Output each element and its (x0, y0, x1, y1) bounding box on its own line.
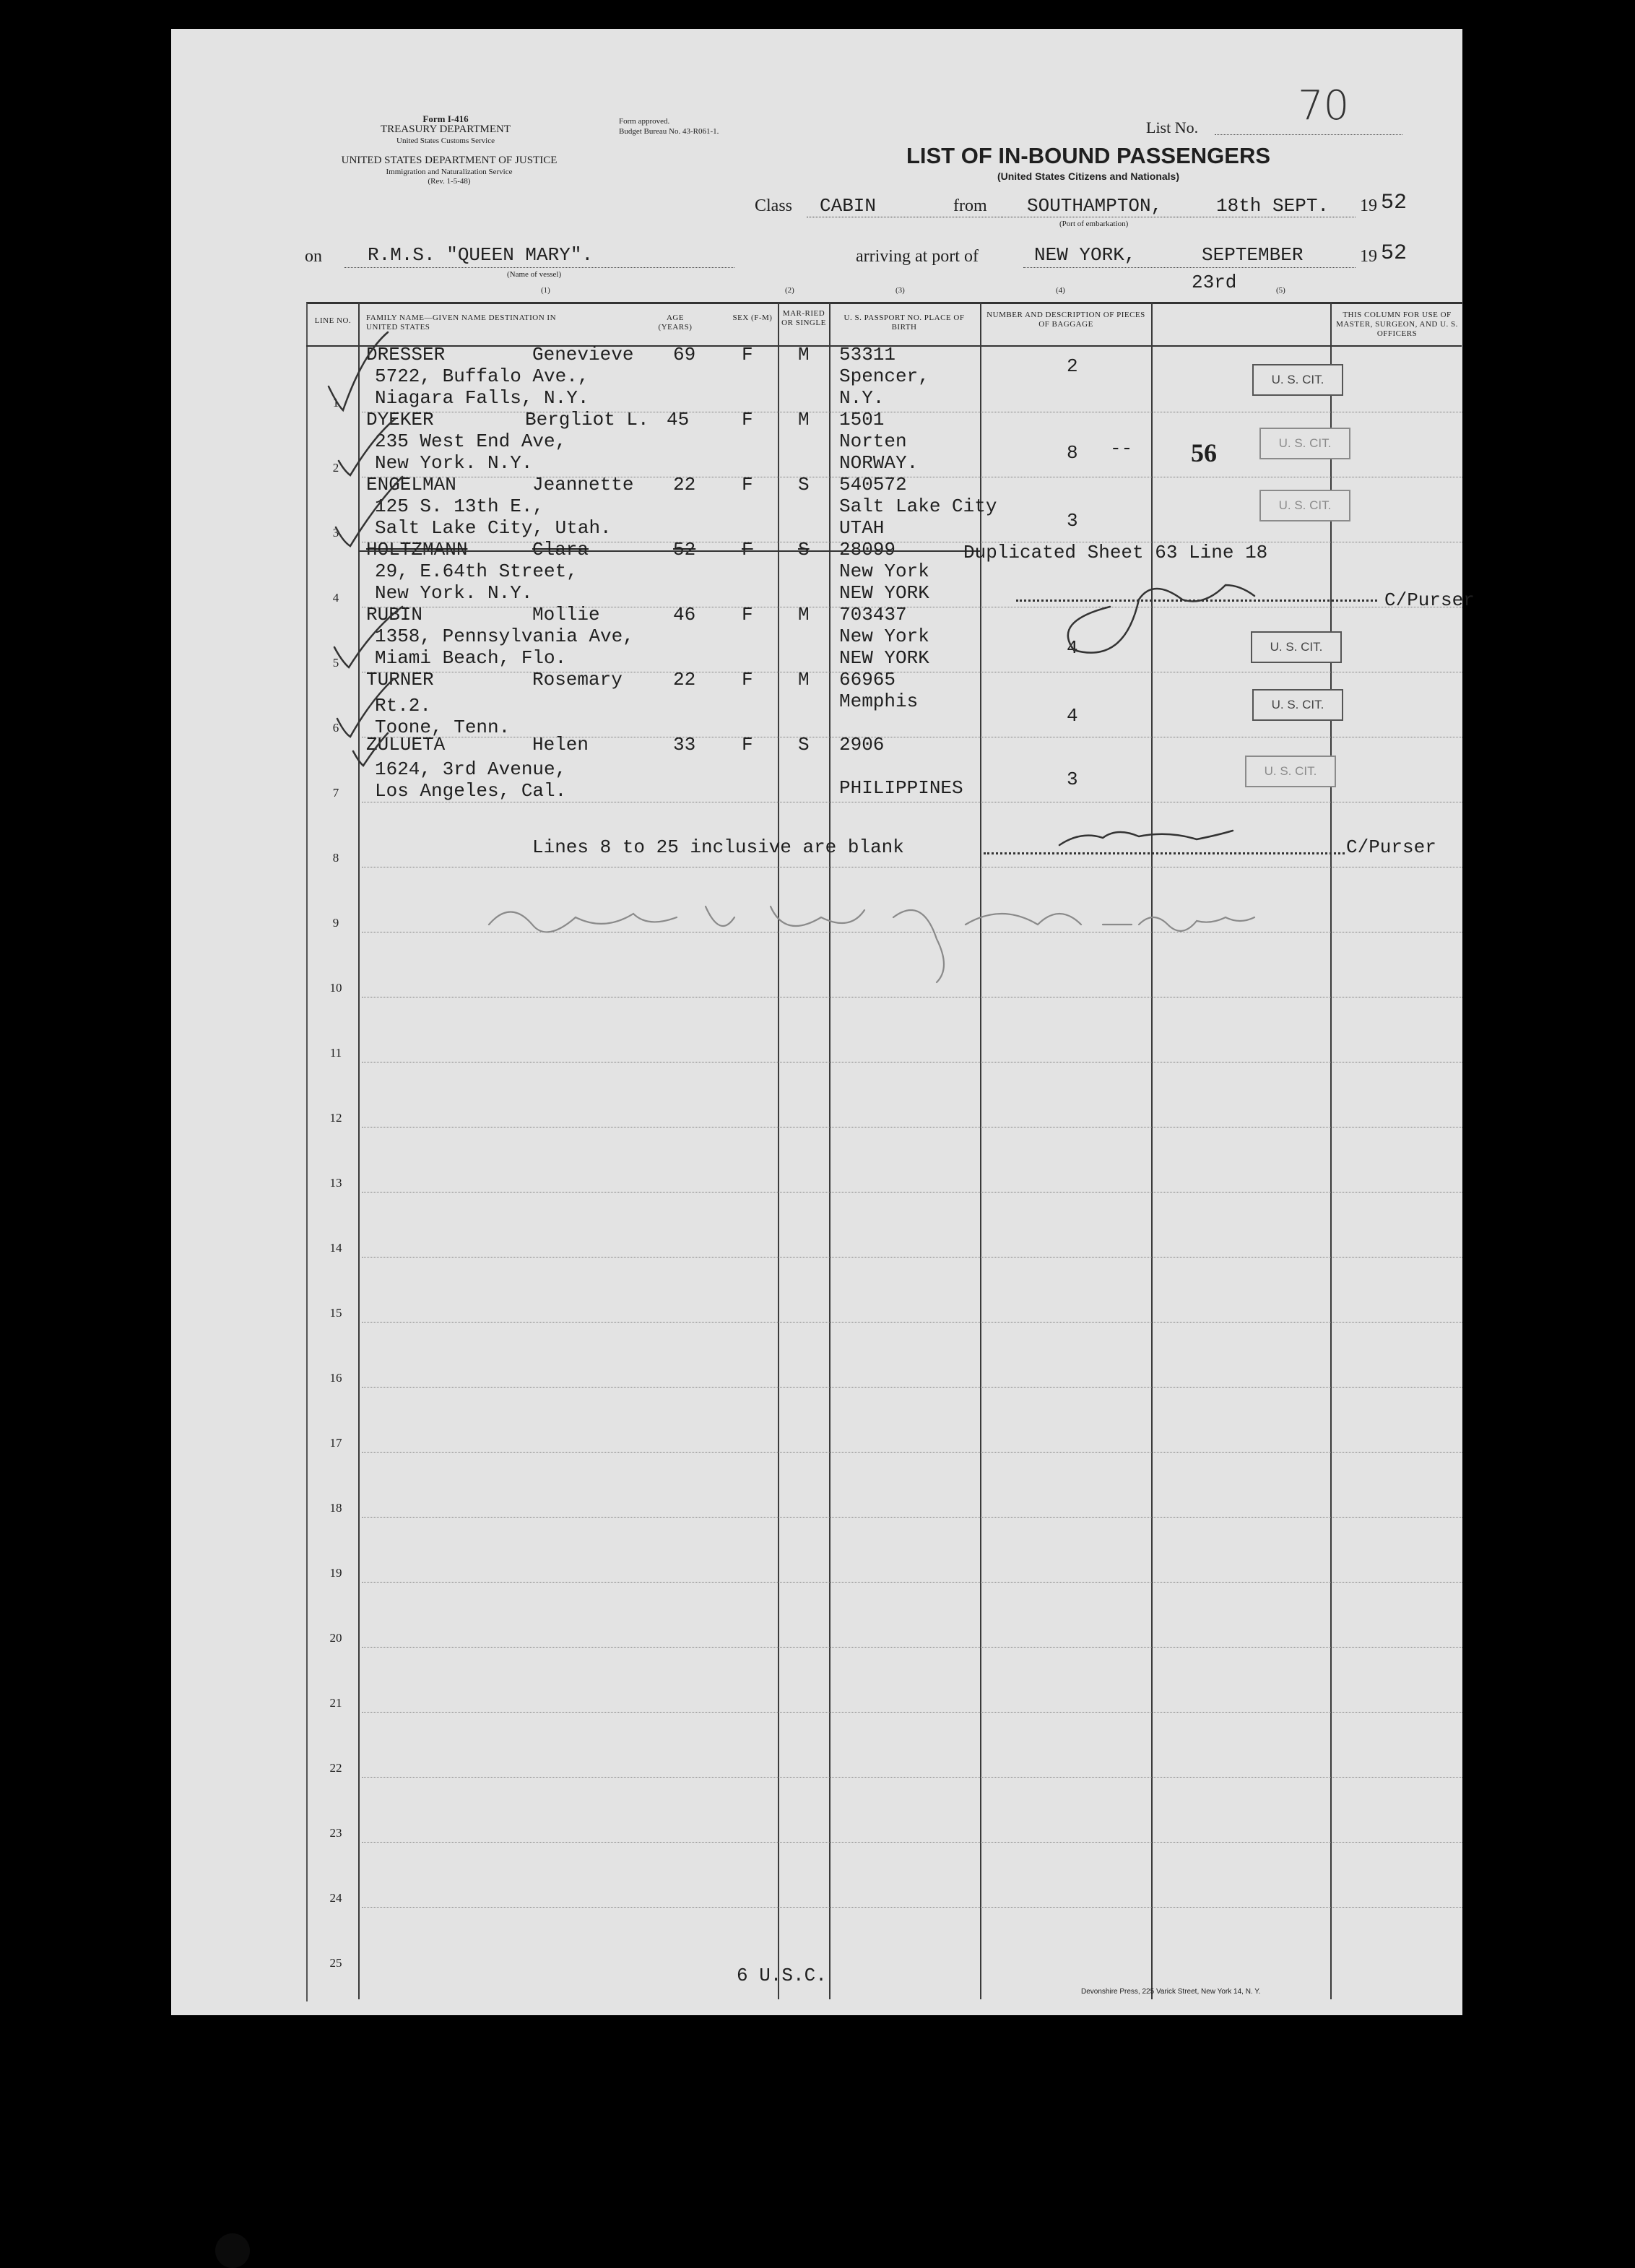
passenger-birthplace: Spencer, (839, 365, 929, 387)
arrival-year: 52 (1381, 241, 1408, 266)
arrival-year-prefix: 19 (1360, 247, 1377, 266)
from-label: from (953, 196, 987, 215)
customs-service: United States Customs Service (396, 137, 495, 145)
ins-service: Immigration and Naturalization Service (386, 168, 513, 176)
passenger-birthplace: New York (839, 626, 929, 647)
line-number: 17 (329, 1436, 342, 1450)
passenger-birthplace: Salt Lake City (839, 495, 997, 517)
passenger-baggage: 8 (1067, 442, 1078, 464)
check-mark (353, 733, 388, 766)
line-number: 13 (329, 1176, 342, 1190)
line-number: 8 (332, 851, 339, 865)
passenger-family: DYEKER (366, 409, 434, 430)
col-header-age: AGE (YEARS) (658, 313, 693, 332)
check-mark (337, 679, 394, 737)
passenger-passport: 53311 (839, 344, 896, 365)
passenger-birthplace: New York (839, 560, 929, 582)
col-header-married: MAR-RIED OR SINGLE (781, 309, 826, 327)
col-num-5: (5) (1276, 286, 1285, 295)
passenger-family: RUBIN (366, 604, 423, 626)
us-cit-stamp: U. S. CIT. (1245, 756, 1336, 787)
line-number: 7 (332, 786, 339, 800)
line-number: 11 (329, 1046, 342, 1060)
vessel-name: R.M.S. "QUEEN MARY". (368, 244, 594, 266)
passenger-family: TURNER (366, 669, 434, 691)
year-prefix: 19 (1360, 196, 1377, 215)
passenger-age: 46 (673, 604, 696, 626)
passenger-age: 33 (673, 734, 696, 756)
passenger-marital: M (798, 409, 810, 430)
passenger-age: 69 (673, 344, 696, 365)
vessel-note: (Name of vessel) (507, 270, 562, 279)
handwriting-layer (171, 29, 1462, 2015)
arrival-month: SEPTEMBER (1202, 244, 1304, 266)
from-date: 18th SEPT. (1216, 195, 1330, 217)
arrival-port: NEW YORK, (1034, 244, 1136, 266)
passenger-addr: 125 S. 13th E., (375, 495, 545, 517)
check-mark (336, 477, 402, 546)
passenger-baggage: 2 (1067, 355, 1078, 377)
baggage-dashes: -- (1110, 438, 1133, 459)
line-number: 3 (332, 526, 339, 540)
col-header-name: FAMILY NAME—GIVEN NAME DESTINATION IN UNITED STATES (366, 313, 557, 332)
line-number: 21 (329, 1696, 342, 1710)
passenger-addr: 5722, Buffalo Ave., (375, 365, 589, 387)
passenger-age: 52 (673, 539, 696, 560)
passenger-family: DRESSER (366, 344, 446, 365)
duplicated-note: Duplicated Sheet 63 Line 18 (963, 542, 1268, 563)
line-number: 2 (332, 461, 339, 475)
manifest-sheet (171, 29, 1475, 2015)
passenger-addr: New York. N.Y. (375, 582, 533, 604)
passenger-sex: F (742, 734, 753, 756)
passenger-birthplace: PHILIPPINES (839, 777, 963, 799)
class-value: CABIN (820, 195, 877, 217)
passenger-baggage: 3 (1067, 769, 1078, 790)
us-cit-stamp: U. S. CIT. (1252, 689, 1343, 721)
passenger-sex: F (742, 669, 753, 691)
purser-signature-1 (1068, 585, 1254, 653)
passenger-birthplace: NEW YORK (839, 647, 929, 669)
passenger-sex: F (742, 409, 753, 430)
passenger-birthplace: NEW YORK (839, 582, 929, 604)
check-mark (329, 332, 388, 410)
from-port: SOUTHAMPTON, (1027, 195, 1163, 217)
form-approved: Form approved. (619, 117, 670, 126)
us-cit-stamp: U. S. CIT. (1259, 428, 1350, 459)
line-number: 23 (329, 1826, 342, 1840)
passenger-addr: Miami Beach, Flo. (375, 647, 567, 669)
passenger-given: Genevieve (532, 344, 634, 365)
passenger-addr: Rt.2. (375, 695, 432, 717)
col-header-sex: SEX (F-M) (732, 313, 773, 322)
purser-title: C/Purser (1346, 836, 1436, 858)
line-number: 24 (329, 1891, 342, 1905)
passenger-age: 45 (667, 409, 690, 430)
line-number: 6 (332, 721, 339, 735)
passenger-given: Jeannette (532, 474, 634, 495)
line-number: 4 (332, 591, 339, 605)
line-number: 22 (329, 1761, 342, 1775)
passenger-addr: Toone, Tenn. (375, 717, 511, 738)
passenger-given: Mollie (532, 604, 600, 626)
passenger-addr: 29, E.64th Street, (375, 560, 578, 582)
passenger-passport: 2906 (839, 734, 885, 756)
budget-bureau: Budget Bureau No. 43-R061-1. (619, 127, 719, 136)
passenger-addr: Salt Lake City, Utah. (375, 517, 612, 539)
handwritten-note: 56 (1191, 438, 1217, 467)
passenger-given: Rosemary (532, 669, 623, 691)
col-num-2: (2) (785, 286, 794, 295)
port-note: (Port of embarkation) (1059, 220, 1129, 228)
col-num-4: (4) (1056, 286, 1065, 295)
year-value: 52 (1381, 191, 1408, 215)
passenger-marital: M (798, 604, 810, 626)
check-mark (339, 419, 395, 475)
passenger-passport: 1501 (839, 409, 885, 430)
passenger-addr: Los Angeles, Cal. (375, 780, 567, 802)
passenger-baggage: 4 (1067, 705, 1078, 727)
us-cit-stamp: U. S. CIT. (1251, 631, 1342, 663)
arrival-day: 23rd (1192, 272, 1237, 293)
footer-code: 6 U.S.C. (737, 1965, 827, 1986)
col-num-1: (1) (541, 286, 550, 295)
passenger-age: 22 (673, 669, 696, 691)
passenger-passport: 703437 (839, 604, 907, 626)
line-number: 12 (329, 1111, 342, 1125)
line-number: 19 (329, 1566, 342, 1580)
passenger-family: ZULUETA (366, 734, 446, 756)
passenger-baggage: 3 (1067, 510, 1078, 532)
list-no-value: 70 (1298, 82, 1350, 129)
printer-credit: Devonshire Press, 225 Varick Street, New York 14, N. Y. (1081, 1988, 1261, 1996)
line-number: 1 (332, 396, 339, 410)
us-cit-stamp: U. S. CIT. (1252, 364, 1343, 396)
passenger-age: 22 (673, 474, 696, 495)
purser-signature-2 (1059, 831, 1233, 845)
passenger-marital: S (798, 474, 810, 495)
passenger-baggage: 4 (1067, 637, 1078, 659)
on-label: on (305, 247, 322, 266)
passenger-addr: 1358, Pennsylvania Ave, (375, 626, 634, 647)
passenger-addr: 235 West End Ave, (375, 430, 567, 452)
us-cit-stamp: U. S. CIT. (1259, 490, 1350, 521)
passenger-addr: New York. N.Y. (375, 452, 533, 474)
col-header-officers: THIS COLUMN FOR USE OF MASTER, SURGEON, AND U. S. OFFICERS (1336, 311, 1458, 338)
line-number: 15 (329, 1306, 342, 1320)
passenger-birthplace: NORWAY. (839, 452, 919, 474)
treasury-dept: TREASURY DEPARTMENT (380, 124, 511, 135)
line-number: 18 (329, 1501, 342, 1515)
passenger-passport: 66965 (839, 669, 896, 691)
passenger-addr: 1624, 3rd Avenue, (375, 758, 567, 780)
blank-lines-note: Lines 8 to 25 inclusive are blank (532, 836, 904, 858)
passenger-sex: F (742, 344, 753, 365)
class-label: Class (755, 196, 793, 215)
inspector-signature (489, 906, 1254, 982)
passenger-passport: 28099 (839, 539, 896, 560)
passenger-marital: S (798, 539, 810, 560)
justice-dept: UNITED STATES DEPARTMENT OF JUSTICE (341, 155, 558, 166)
passenger-sex: F (742, 539, 753, 560)
passenger-given: Bergliot L. (525, 409, 649, 430)
col-header-passport: U. S. PASSPORT NO. PLACE OF BIRTH (843, 313, 965, 332)
col-num-3: (3) (895, 286, 905, 295)
line-number: 20 (329, 1631, 342, 1645)
passenger-family: HOLTZMANN (366, 539, 468, 560)
line-number: 10 (329, 981, 342, 995)
passenger-sex: F (742, 604, 753, 626)
col-header-line: LINE NO. (314, 316, 352, 325)
passenger-birthplace: UTAH (839, 517, 885, 539)
passenger-marital: M (798, 344, 810, 365)
line-number: 16 (329, 1371, 342, 1385)
form-subtitle: (United States Citizens and Nationals) (997, 170, 1180, 182)
passenger-given: Helen (532, 734, 589, 756)
col-header-baggage: NUMBER AND DESCRIPTION OF PIECES OF BAGGAGE (986, 311, 1145, 329)
passenger-marital: S (798, 734, 810, 756)
passenger-sex: F (742, 474, 753, 495)
line-number: 9 (332, 916, 339, 930)
form-title: LIST OF IN-BOUND PASSENGERS (906, 143, 1271, 168)
passenger-passport: 540572 (839, 474, 907, 495)
binder-hole (215, 2233, 250, 2268)
passenger-family: ENGELMAN (366, 474, 456, 495)
line-number: 25 (329, 1956, 342, 1970)
line-number: 14 (329, 1241, 342, 1255)
passenger-birthplace: N.Y. (839, 387, 885, 409)
purser-title: C/Purser (1384, 589, 1475, 611)
revision: (Rev. 1-5-48) (428, 177, 471, 186)
passenger-marital: M (798, 669, 810, 691)
passenger-given: Clara (532, 539, 589, 560)
check-mark (334, 607, 402, 667)
arriving-label: arriving at port of (856, 247, 979, 266)
passenger-addr: Niagara Falls, N.Y. (375, 387, 589, 409)
list-no-label: List No. (1146, 118, 1199, 137)
passenger-birthplace: Memphis (839, 691, 919, 712)
line-number: 5 (332, 656, 339, 670)
form-number: Form I-416 (422, 113, 469, 124)
passenger-birthplace: Norten (839, 430, 907, 452)
